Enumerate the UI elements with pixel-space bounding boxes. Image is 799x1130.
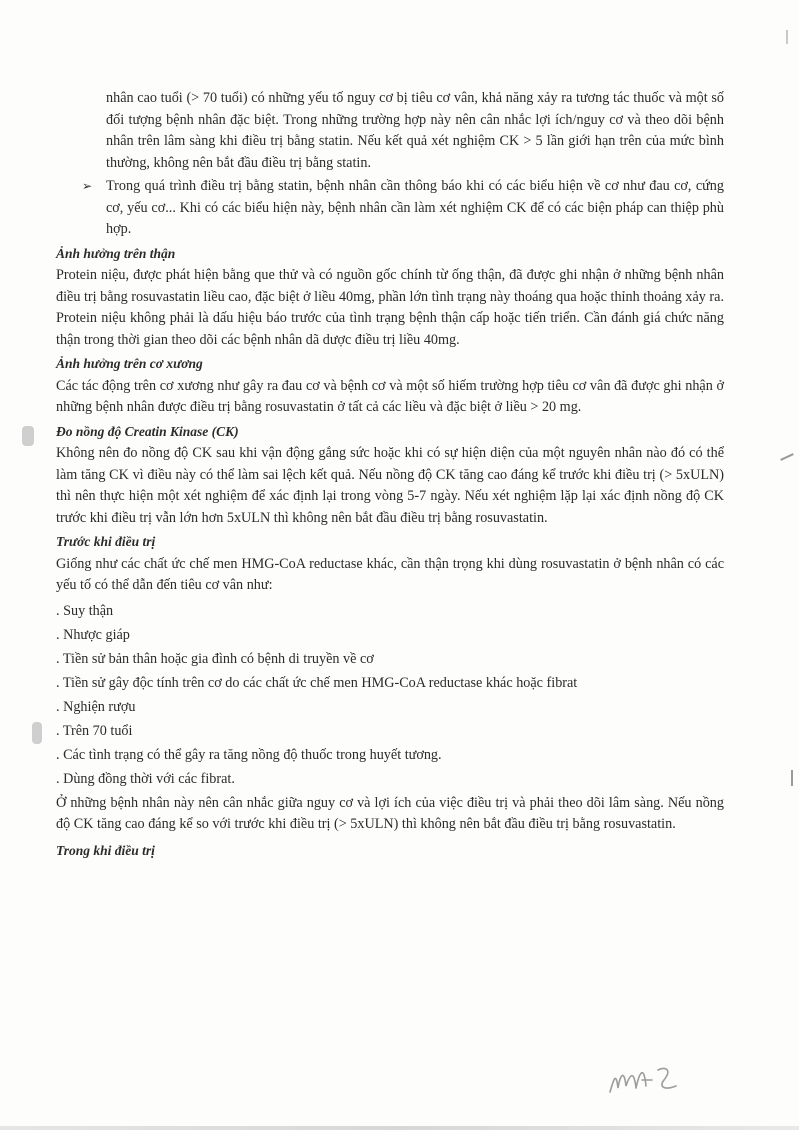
list-item: . Tiền sử bản thân hoặc gia đình có bệnh di truyền về cơ — [56, 650, 374, 667]
punch-hole-mark — [32, 722, 42, 744]
bullet-item — [56, 176, 724, 241]
risk-factor-list — [56, 601, 724, 789]
list-item: . Dùng đồng thời với các fibrat. — [56, 770, 235, 787]
section-heading-before-treatment: Trước khi điều trị — [56, 534, 156, 549]
list-item: . Nghiện rượu — [56, 698, 136, 715]
section-heading-during-treatment: Trong khi điều trị — [56, 842, 155, 858]
edge-shadow-mark — [791, 770, 793, 786]
arrow-bullet-icon: ➢ — [82, 179, 93, 193]
section-text-kidney: Protein niệu, được phát hiện bằng que thử và có nguồn gốc chính từ ống thận, đã được ghi nhận ở những bệnh nhân điều trị bằng rosuvastatin liều cao, đặc biệt ở liều 40mg, phần lớn tình trạng này thoáng qua hoặc thỉnh thoảng xảy ra. Protein niệu không phải là dấu hiệu báo trước của tình trạng bệnh thận cấp hoặc tiến triển. Cần đánh giá chức năng thận trong thời gian theo dõi các bệnh nhân dã dược điều trị liều 40mg. — [56, 267, 724, 348]
edge-shadow-mark — [786, 30, 788, 44]
section-text-ck: Không nên đo nồng độ CK sau khi vận động gắng sức hoặc khi có sự hiện diện của một nguyên nhân nào đó có thể làm tăng CK vì điều này có thể làm sai lệch kết quả. Nếu nồng độ CK tăng cao đáng kể trước khi điều trị (> 5xULN) thì nên thực hiện một xét nghiệm để xác định lại trong vòng 5-7 ngày. Nếu xét nghiệm lặp lại xác định nồng độ CK trước khi điều trị vẫn lớn hơn 5xULN thì không nên bắt đầu điều trị bằng rosuvastatin. — [56, 445, 724, 526]
handwritten-signature — [606, 1058, 702, 1102]
section-text-musculoskeletal: Các tác động trên cơ xương như gây ra đau cơ và bệnh cơ và một số hiếm trường hợp tiêu cơ vân đã được ghi nhận ở những bệnh nhân được điều trị bằng rosuvastatin ở tất cả các liều và đặc biệt ở liều > 20 mg. — [56, 377, 724, 415]
list-item: . Nhược giáp — [56, 626, 130, 643]
punch-hole-mark — [22, 426, 34, 446]
closing-paragraph: Ở những bệnh nhân này nên cân nhắc giữa nguy cơ và lợi ích của việc điều trị và phải theo dõi lâm sàng. Nếu nồng độ CK tăng cao đáng kể so với trước khi điều trị (> 5xULN) thì không nên bắt đầu điều trị bằng rosuvastatin. — [56, 794, 724, 832]
list-item: . Tiền sử gây độc tính trên cơ do các chất ức chế men HMG-CoA reductase khác hoặc fibrat — [56, 674, 578, 691]
section-heading-ck: Đo nồng độ Creatin Kinase (CK) — [56, 423, 239, 439]
scan-bottom-edge — [0, 1126, 799, 1130]
list-item: . Trên 70 tuổi — [56, 722, 133, 739]
section-text-before-treatment: Giống như các chất ức chế men HMG-CoA reductase khác, cần thận trọng khi dùng rosuvastatin ở bệnh nhân có các yếu tố có thể dẫn đến tiêu cơ vân như: — [56, 555, 724, 593]
list-item: . Các tình trạng có thể gây ra tăng nồng độ thuốc trong huyết tương. — [56, 746, 442, 763]
section-heading-kidney: Ảnh hưởng trên thận — [56, 245, 176, 261]
bullet-text: Trong quá trình điều trị bằng statin, bệnh nhân cần thông báo khi có các biểu hiện về cơ như đau cơ, cứng cơ, yếu cơ... Khi có các biểu hiện này, bệnh nhân cần làm xét nghiệm CK để có các biện pháp can thiệp phù hợp. — [106, 178, 724, 237]
intro-paragraph: nhân cao tuổi (> 70 tuổi) có những yếu tố nguy cơ bị tiêu cơ vân, khả năng xảy ra tương tác thuốc và một số đối tượng bệnh nhân đặc biệt. Trong những trường hợp này nên cân nhắc lợi ích/nguy cơ và theo dõi bệnh nhân trên lâm sàng khi điều trị bằng statin. Nếu kết quả xét nghiệm CK > 5 lần giới hạn trên của mức bình thường, không nên bắt đầu điều trị bằng statin. — [106, 90, 724, 171]
document-body — [56, 88, 724, 862]
edge-shadow-mark — [780, 453, 794, 461]
section-heading-musculoskeletal: Ảnh hưởng trên cơ xương — [56, 356, 203, 371]
list-item: . Suy thận — [56, 602, 114, 619]
